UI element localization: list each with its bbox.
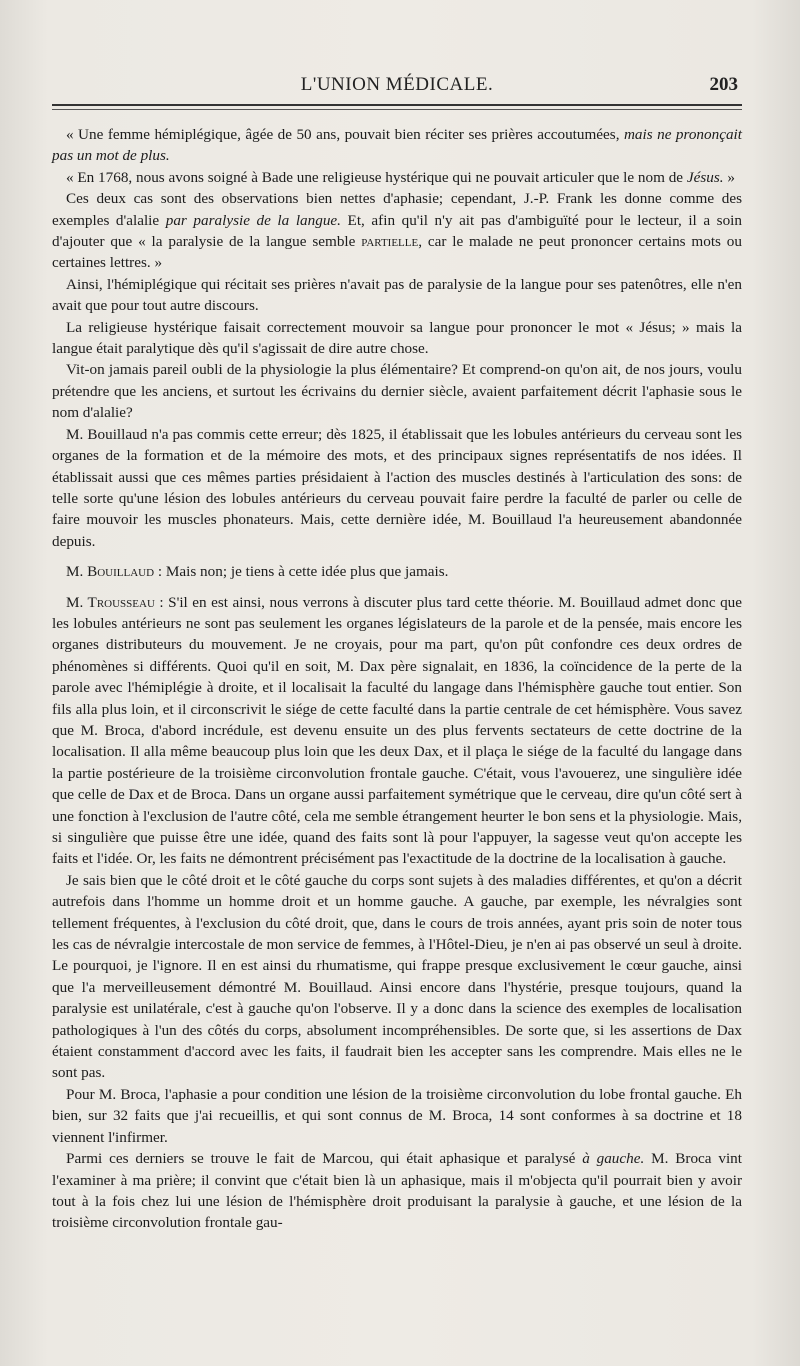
paragraph-4: Ainsi, l'hémiplégique qui récitait ses prières n'avait pas de paralysie de la langue pour ses patenôtres, elle n'en avait que pour tout autre discours. xyxy=(52,275,742,315)
quote-text-2: « En 1768, nous avons soigné à Bade une religieuse hystérique qui ne pouvait articuler que le nom de xyxy=(66,168,684,186)
article-body xyxy=(52,124,742,1234)
speaker-bouillaud: M. Bouillaud xyxy=(66,563,155,581)
quote-line-1: « Une femme hémiplégique, âgée de 50 ans, pouvait bien réciter ses prières accoutumées, xyxy=(66,126,620,143)
paragraph-8 xyxy=(52,561,742,582)
quote-close-2: » xyxy=(723,168,735,186)
text-3a: Ces deux cas sont des observations bien nettes d'aphasie; cependant, J.-P. Frank les donne comme des exemples d'alalie xyxy=(52,190,742,229)
paragraph-11: Pour M. Broca, l'aphasie a pour condition une lésion de la troisième circonvolution du lobe frontal gauche. Eh bien, sur 32 faits que j'ai recueillis, et qui sont connus de M. Broca, 14 sont conformes à sa doctrine et 18 viennent l'infirmer. xyxy=(52,1085,742,1146)
paragraph-2 xyxy=(52,167,742,188)
emphasis-a-gauche: à gauche. xyxy=(582,1150,645,1168)
paragraph-9 xyxy=(52,592,742,870)
paragraph-10: Je sais bien que le côté droit et le côté gauche du corps sont sujets à des maladies différentes, et qu'on a décrit autrefois dans l'homme un homme droit et un homme gauche. A gauche, par exemple, les névralgies sont tellement fréquentes, à l'exclusion du côté droit, que, dans le cours de trois années, ayant pris soin de noter tous les cas de névralgie intercostale de mon service de femmes, à l'Hôtel-Dieu, je n'en ai pas observé un seul à droite. Le pourquoi, je l'ignore. Il en est ainsi du rhumatisme, qui frappe presque exclusivement le cœur gauche, ainsi que l'a merveilleusement démontré M. Bouillaud. Ainsi encore dans l'hystérie, presque toujours, quand la paralysie est unilatérale, c'est à gauche qu'on l'observe. Il y a donc dans la science des exemples de localisation pathologiques à l'un des côtés du corps, absolument incompréhensibles. De sorte que, si les assertions de Dax étaient constamment d'accord avec les faits, il faudrait bien les accepter sans les comprendre. Mais elles ne le sont pas. xyxy=(52,871,742,1082)
text-12b: M. Broca vint l'examiner à ma prière; il convint que c'était bien là un aphasique, mais il m'objecta qu'il pourrait bien y avoir tout à la fois chez lui une lésion de l'hémisphère droit produisant la paralysie à gauche, et une lésion de la troisième circonvolution frontale gau- xyxy=(52,1150,742,1232)
quote-emphasis-1: mais ne prononçait pas un mot de plus. xyxy=(52,126,742,165)
text-3b: Et, afin qu'il n'y ait pas d'ambiguïté pour le lecteur, il a soin d'ajouter que « la paralysie de la langue semble xyxy=(52,211,742,251)
page-number: 203 xyxy=(709,74,738,95)
text-12a: Parmi ces derniers se trouve le fait de Marcou, qui était aphasique et paralysé xyxy=(66,1150,583,1168)
emphasis-paralysie: par paralysie de la langue. xyxy=(165,211,341,229)
paragraph-5: La religieuse hystérique faisait correctement mouvoir sa langue pour prononcer le mot « Jésus; » mais la langue était paralytique dès qu'il s'agissait de dire autre chose. xyxy=(52,318,742,358)
paragraph-3 xyxy=(52,188,742,274)
header-rule xyxy=(52,104,742,106)
text-3c: , car le malade ne peut prononcer certains mots ou certaines lettres. » xyxy=(52,233,742,272)
paragraph-6: Vit-on jamais pareil oubli de la physiologie la plus élémentaire? Et comprend-on qu'on ait, de nos jours, voulu prétendre que les anciens, et surtout les écrivains du dernier siècle, avaient parfaitement décrit l'aphasie sous le nom d'alalie? xyxy=(52,361,742,422)
name-jesus: Jésus. xyxy=(686,168,724,186)
page-header xyxy=(52,74,742,102)
paragraph-12 xyxy=(52,1148,742,1234)
header-rule-thin xyxy=(52,109,742,110)
text-9: : S'il en est ainsi, nous verrons à discuter plus tard cette théorie. M. Bouillaud admet donc que les lobules antérieurs ne sont pas seulement les organes législateurs de la parole et de la pensée, mais encore les organes distributeurs du mouvement. Je ne croyais, pour ma part, qu'on pût confondre ces deux ordres de phénomènes si différents. Quoi qu'il en soit, M. Dax père signalait, en 1836, la coïncidence de la perte de la parole avec l'hémiplégie à droite, et il localisait la faculté du langage dans l'hémisphère gauche tout entier. Son fils alla plus loin, et il circonscrivit le siége de cette faculté dans la partie centrale de cet hémisphère. Vous savez que M. Broca, d'abord incrédule, est devenu ensuite un des plus fervents sectateurs de cette doctrine de la localisation. Il alla même beaucoup plus loin que les deux Dax, et il plaça le siége de la faculté du langage dans la partie postérieure de la troisième circonvolution frontale gauche. C'était, vous l'avouerez, une singulière idée que celle de Dax et de Broca. Dans un organe aussi parfaitement symétrique que le cerveau, dire qu'un côté sert à une fonction à l'exclusion de l'autre côté, cela me semble étrangement heurter le bon sens et la physiologie. Mais, si singulière que puisse être une idée, quand des faits sont là pour l'appuyer, la sagesse veut qu'on accepte les faits et l'idée. Or, les faits ne démontrent précisément pas l'exactitude de la doctrine de la localisation à gauche. xyxy=(52,593,743,868)
text-8: : Mais non; je tiens à cette idée plus que jamais. xyxy=(154,563,449,581)
journal-title: L'UNION MÉDICALE. xyxy=(300,74,494,95)
paragraph-1 xyxy=(52,124,742,167)
speaker-trousseau: M. Trousseau xyxy=(66,593,155,611)
paragraph-7: M. Bouillaud n'a pas commis cette erreur; dès 1825, il établissait que les lobules antérieurs du cerveau sont les organes de la formation et de la mémoire des mots, et des principaux signes représentatifs de nos idées. Il établissait aussi que ces mêmes parties présidaient à l'action des muscles destinés à l'articulation des sons: de telle sorte qu'une lésion des lobules antérieurs du cerveau pouvait faire perdre la faculté de parler ou celle de faire mouvoir les muscles phonateurs. Mais, cette dernière idée, M. Bouillaud l'a heureusement abandonnée depuis. xyxy=(52,425,742,550)
small-caps-partielle: partielle xyxy=(361,233,419,251)
